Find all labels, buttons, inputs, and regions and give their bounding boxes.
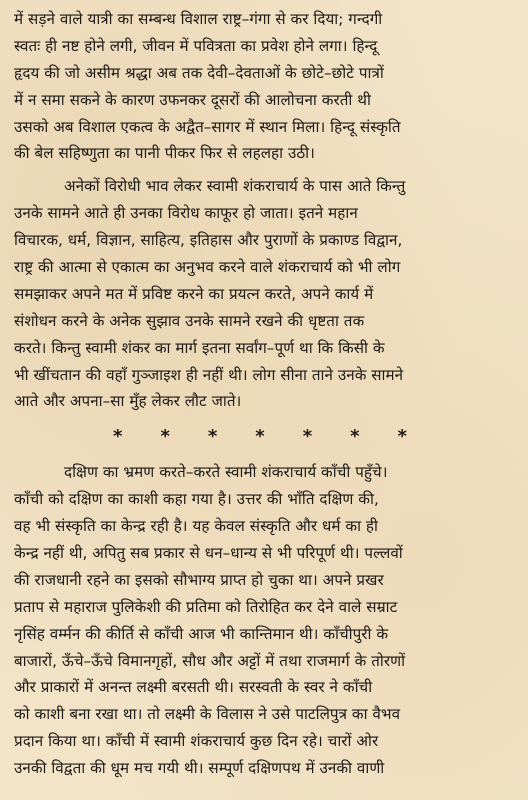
- text-line: संशोधन करने के अनेक सुझाव उनके सामने रखने की धृष्टता तक: [14, 311, 365, 330]
- text-line: राष्ट्र की आत्मा से एकात्म का अनुभव करने वाले शंकराचार्य को भी लोग: [14, 258, 401, 277]
- separator-star: *: [350, 426, 360, 448]
- text-line: उनकी विद्वता की धूम मच गयी थी। सम्पूर्ण दक्षिणपथ में उनकी वाणी: [14, 759, 385, 778]
- separator-star: *: [113, 426, 123, 448]
- text-line: बाजारों, ऊँचे–ऊँचे विमानगृहों, सौध और अट्टों में तथा राजमार्ग के तोरणों: [14, 651, 406, 670]
- text-line: में न समा सकने के कारण उफनकर दूसरों की आलोचना करती थी: [14, 90, 371, 109]
- paragraph-2: [14, 173, 516, 415]
- text-line: केन्द्र नहीं थी, अपितु सब प्रकार से धन–धान्य से भी परिपूर्ण थी। पल्लवों: [14, 544, 403, 563]
- separator-star: *: [207, 426, 218, 448]
- text-line: करते। किन्तु स्वामी शंकर का मार्ग इतना सर्वांग–पूर्ण था कि किसी के: [14, 338, 385, 357]
- text-line: को काशी बना रखा था। तो लक्ष्मी के विलास ने उसे पाटलिपुत्र का वैभव: [14, 705, 401, 724]
- text-line: प्रताप से महाराज पुलिकेशी की प्रतिमा को तिरोहित कर देने वाले सम्राट: [14, 597, 398, 616]
- text-line: की राजधानी रहने का इसको सौभाग्य प्राप्त हो चुका था। अपने प्रखर: [14, 570, 384, 589]
- text-line: उनके सामने आते ही उनका विरोध काफूर हो जाता। इतने महान: [14, 204, 358, 223]
- text-line: में सड़ने वाले यात्री का सम्बन्ध विशाल राष्ट्र–गंगा से कर दिया; गन्दगी: [14, 10, 383, 28]
- text-line: की बेल सहिष्णुता का पानी पीकर फिर से लहलहा उठी।: [14, 144, 315, 163]
- text-line: और प्राकारों में अनन्त लक्ष्मी बरसती थी। सरस्वती के स्वर ने काँची: [14, 678, 373, 697]
- text-line: प्रदान किया था। काँची में स्वामी शंकराचार्य कुछ दिन रहे। चारों ओर: [14, 732, 379, 751]
- text-line: वह भी संस्कृति का केन्द्र रही है। यह केवल संस्कृति और धर्म का ही: [14, 517, 378, 536]
- book-page: [14, 6, 516, 796]
- text-line: काँची को दक्षिण का काशी कहा गया है। उत्तर की भाँति दक्षिण की,: [14, 490, 379, 509]
- paragraph-1: [14, 6, 516, 167]
- separator-star: *: [397, 426, 407, 448]
- text-line: समझाकर अपने मत में प्रविष्ट करने का प्रयत्न करते, अपने कार्य में: [14, 284, 374, 303]
- text-line: नृसिंह वर्म्मन की कीर्ति से काँची आज भी कान्तिमान थी। काँचीपुरी के: [14, 624, 389, 643]
- text-line: स्वतः ही नष्ट होने लगी, जीवन में पवित्रता का प्रवेश होने लगा। हिन्दू: [14, 36, 378, 55]
- text-line: उसको अब विशाल एकत्व के अद्वैत–सागर में स्थान मिला। हिन्दू संस्कृति: [14, 117, 401, 136]
- text-line: हृदय की जो असीम श्रद्धा अब तक देवी–देवताओं के छोटे–छोटे पात्रों: [14, 63, 384, 82]
- separator-star: *: [255, 426, 265, 448]
- text-line: आते और अपना–सा मुँह लेकर लौट जाते।: [14, 392, 242, 411]
- text-line: अनेकों विरोधी भाव लेकर स्वामी शंकराचार्य के पास आते किन्तु: [64, 177, 406, 196]
- separator-star: *: [160, 426, 170, 448]
- paragraph-3: [14, 459, 516, 782]
- text-line: दक्षिण का भ्रमण करते–करते स्वामी शंकराचार्य काँची पहुँचे।: [64, 463, 388, 482]
- text-line: विचारक, धर्म, विज्ञान, साहित्य, इतिहास और पुराणों के प्रकाण्ड विद्वान,: [14, 231, 403, 250]
- text-line: भी खींचतान की वहाँ गुञ्जाइश ही नहीं थी। लोग सीना ताने उनके सामने: [14, 365, 404, 384]
- section-separator: [14, 415, 516, 459]
- separator-star: *: [302, 426, 313, 448]
